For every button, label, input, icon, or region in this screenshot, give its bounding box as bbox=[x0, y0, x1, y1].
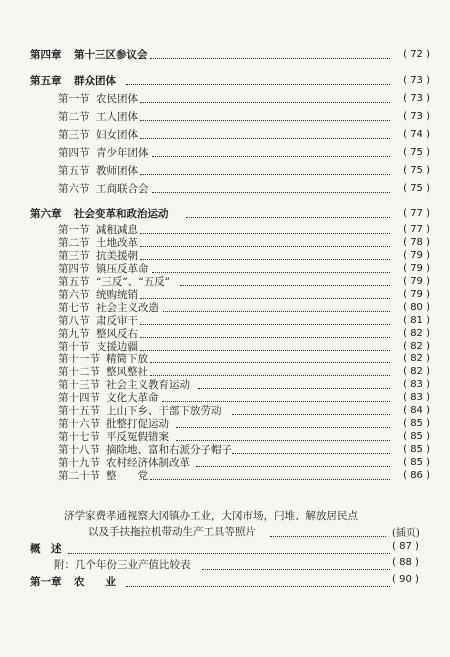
section-title: 整风整社 bbox=[106, 366, 148, 378]
page-number: ( 83 ) bbox=[403, 392, 430, 403]
leader-dots bbox=[176, 427, 390, 428]
leader-dots bbox=[180, 285, 390, 286]
section-title: 土地改革 bbox=[96, 237, 138, 249]
leader-dots bbox=[176, 440, 390, 441]
section-label: 第十一节 bbox=[58, 353, 100, 365]
toc-section[interactable] bbox=[0, 181, 450, 197]
overview-label: 概 述 bbox=[30, 543, 62, 555]
appendix-page-number: ( 88 ) bbox=[392, 557, 419, 568]
page-number: ( 84 ) bbox=[403, 405, 430, 416]
page-number: ( 73 ) bbox=[403, 111, 430, 122]
section-label: 第四节 bbox=[58, 263, 90, 275]
leader-dots bbox=[152, 192, 390, 193]
page-number: ( 73 ) bbox=[403, 75, 430, 86]
leader-dots bbox=[152, 272, 390, 273]
page-number: ( 79 ) bbox=[403, 250, 430, 261]
section-label: 第六节 bbox=[58, 183, 90, 195]
leader-dots bbox=[152, 156, 390, 157]
section-title: 青少年团体 bbox=[96, 147, 149, 159]
page-number: ( 81 ) bbox=[403, 315, 430, 326]
chapter-title: 社会变革和政治运动 bbox=[74, 208, 169, 220]
page-number: ( 85 ) bbox=[403, 444, 430, 455]
page-number: ( 78 ) bbox=[403, 237, 430, 248]
leader-dots bbox=[150, 362, 390, 363]
leader-dots bbox=[150, 479, 390, 480]
section-title: 社会主义教育运动 bbox=[106, 379, 190, 391]
section-title: 统购统销 bbox=[96, 289, 138, 301]
page-number: ( 79 ) bbox=[403, 276, 430, 287]
leader-dots bbox=[140, 324, 390, 325]
section-title: 精简下放 bbox=[106, 353, 148, 365]
page-number: ( 79 ) bbox=[403, 289, 430, 300]
section-label: 第一节 bbox=[58, 93, 90, 105]
leader-dots bbox=[126, 84, 390, 85]
leader-dots bbox=[198, 388, 390, 389]
chapter-title: 第十三区参议会 bbox=[74, 49, 148, 61]
section-label: 第五节 bbox=[58, 276, 90, 288]
section-label: 第三节 bbox=[58, 129, 90, 141]
page-number: ( 75 ) bbox=[403, 183, 430, 194]
page-number: ( 75 ) bbox=[403, 165, 430, 176]
section-title: 镇压反革命 bbox=[96, 263, 149, 275]
leader-dots bbox=[150, 58, 390, 59]
leader-dots bbox=[202, 569, 390, 570]
leader-dots bbox=[232, 414, 390, 415]
leader-dots bbox=[140, 120, 390, 121]
section-label: 第十九节 bbox=[58, 457, 100, 469]
section-label: 第二节 bbox=[58, 111, 90, 123]
leader-dots bbox=[270, 536, 386, 537]
page-number: ( 72 ) bbox=[403, 49, 430, 60]
chapter-1-title: 农 业 bbox=[74, 576, 116, 588]
section-label: 第七节 bbox=[58, 302, 90, 314]
page-number: ( 86 ) bbox=[403, 470, 430, 481]
section-title: 抗美援朝 bbox=[96, 250, 138, 262]
appendix-title: 附：几个年份三业产值比较表 bbox=[54, 559, 191, 571]
toc-section[interactable] bbox=[0, 145, 450, 161]
page-number: ( 82 ) bbox=[403, 353, 430, 364]
toc-chapter-4[interactable] bbox=[0, 47, 450, 63]
leader-dots bbox=[140, 174, 390, 175]
photo-caption-line-2: 以及手扶拖拉机带动生产工具等照片 bbox=[88, 526, 256, 538]
leader-dots bbox=[140, 138, 390, 139]
section-label: 第十二节 bbox=[58, 366, 100, 378]
toc-chapter-5[interactable] bbox=[0, 73, 450, 89]
chapter-label: 第六章 bbox=[30, 208, 62, 220]
section-label: 第十节 bbox=[58, 341, 90, 353]
chapter-label: 第五章 bbox=[30, 75, 62, 87]
leader-dots bbox=[196, 466, 390, 467]
section-title: 减租减息 bbox=[96, 224, 138, 236]
section-label: 第十五节 bbox=[58, 405, 100, 417]
section-label: 第八节 bbox=[58, 315, 90, 327]
leader-dots bbox=[140, 246, 390, 247]
page-number: ( 75 ) bbox=[403, 147, 430, 158]
section-label: 第二十节 bbox=[58, 470, 100, 482]
toc-section[interactable] bbox=[0, 127, 450, 143]
page-number: ( 83 ) bbox=[403, 379, 430, 390]
section-label: 第九节 bbox=[58, 328, 90, 340]
section-label: 第四节 bbox=[58, 147, 90, 159]
section-label: 第六节 bbox=[58, 289, 90, 301]
leader-dots bbox=[140, 259, 390, 260]
section-title: 农民团体 bbox=[96, 93, 138, 105]
leader-dots bbox=[163, 311, 390, 312]
section-label: 第十七节 bbox=[58, 431, 100, 443]
section-title: 整 党 bbox=[106, 470, 148, 482]
section-title: 工人团体 bbox=[96, 111, 138, 123]
toc-chapter-6[interactable] bbox=[0, 206, 450, 222]
page-number: ( 85 ) bbox=[403, 457, 430, 468]
section-title: 支援边疆 bbox=[96, 341, 138, 353]
leader-dots bbox=[68, 553, 390, 554]
page-number: ( 79 ) bbox=[403, 263, 430, 274]
section-title: 妇女团体 bbox=[96, 129, 138, 141]
section-title: “三反”、“五反” bbox=[96, 276, 170, 288]
section-title: 上山下乡、干部下放劳动 bbox=[106, 405, 222, 417]
leader-dots bbox=[140, 102, 390, 103]
section-label: 第二节 bbox=[58, 237, 90, 249]
toc-section[interactable] bbox=[0, 109, 450, 125]
section-title: 平反冤假错案 bbox=[106, 431, 169, 443]
section-label: 第十八节 bbox=[58, 444, 100, 456]
section-title: 社会主义改造 bbox=[96, 302, 159, 314]
section-label: 第一节 bbox=[58, 224, 90, 236]
section-title: 农村经济体制改革 bbox=[106, 457, 190, 469]
overview-page-number: ( 87 ) bbox=[392, 541, 419, 552]
page-number: ( 74 ) bbox=[403, 129, 430, 140]
page-number: ( 82 ) bbox=[403, 366, 430, 377]
leader-dots bbox=[162, 401, 390, 402]
leader-dots bbox=[186, 217, 390, 218]
leader-dots bbox=[140, 337, 390, 338]
leader-dots bbox=[140, 298, 390, 299]
page-number: ( 85 ) bbox=[403, 418, 430, 429]
leader-dots bbox=[126, 586, 390, 587]
section-title: 摘除地、富和右派分子帽子 bbox=[106, 444, 232, 456]
page-number: ( 73 ) bbox=[403, 93, 430, 104]
section-title: 肃反审干 bbox=[96, 315, 138, 327]
photo-page-number: (插页) bbox=[392, 528, 420, 539]
section-label: 第十六节 bbox=[58, 418, 100, 430]
page-number: ( 77 ) bbox=[403, 208, 430, 219]
section-title: 整风反右 bbox=[96, 328, 138, 340]
leader-dots bbox=[232, 453, 390, 454]
page-number: ( 85 ) bbox=[403, 431, 430, 442]
page-number: ( 77 ) bbox=[403, 224, 430, 235]
section-title: 批整打促运动 bbox=[106, 418, 169, 430]
chapter-1-label: 第一章 bbox=[30, 576, 62, 588]
page-number: ( 82 ) bbox=[403, 341, 430, 352]
section-label: 第三节 bbox=[58, 250, 90, 262]
chapter-1-page-number: ( 90 ) bbox=[392, 574, 419, 585]
toc-section[interactable] bbox=[0, 91, 450, 107]
section-label: 第十三节 bbox=[58, 379, 100, 391]
section-title: 教师团体 bbox=[96, 165, 138, 177]
section-label: 第五节 bbox=[58, 165, 90, 177]
photo-caption-line-1: 济学家费孝通视察大冈镇办工业，大冈市场，闩堆、解放居民点 bbox=[64, 510, 358, 522]
section-title: 工商联合会 bbox=[96, 183, 149, 195]
section-label: 第十四节 bbox=[58, 392, 100, 404]
toc-section[interactable] bbox=[0, 468, 450, 484]
leader-dots bbox=[140, 233, 390, 234]
toc-section[interactable] bbox=[0, 163, 450, 179]
section-title: 文化大革命 bbox=[106, 392, 159, 404]
chapter-title: 群众团体 bbox=[74, 75, 116, 87]
chapter-label: 第四章 bbox=[30, 49, 62, 61]
leader-dots bbox=[150, 375, 390, 376]
page-number: ( 82 ) bbox=[403, 328, 430, 339]
page-number: ( 80 ) bbox=[403, 302, 430, 313]
